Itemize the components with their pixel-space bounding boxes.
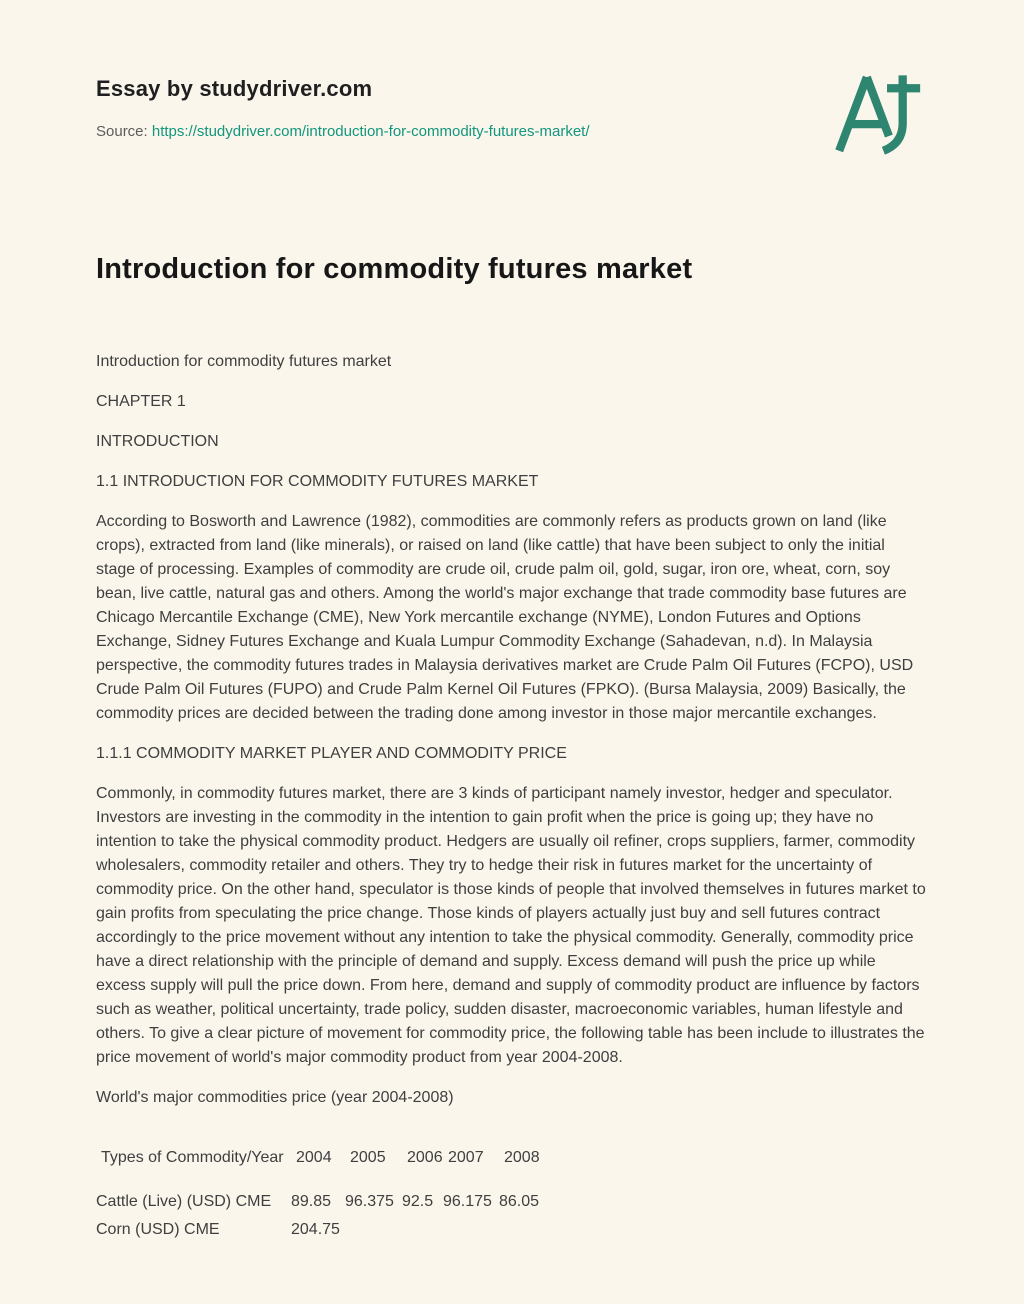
table-cell: 96.375 — [345, 1193, 394, 1210]
page-title: Introduction for commodity futures market — [96, 253, 693, 285]
table-row — [96, 1218, 928, 1242]
paragraph-body-2: Commonly, in commodity futures market, there are 3 kinds of participant namely investor, hedger and speculator. Investors are investing in the commodity in the intention to gain profit when the price is going up; they have no intention to take the physical commodity product. Hedgers are usually oil refiner, crops suppliers, farmer, commodity wholesalers, commodity retailer and others. They try to hedge their risk in futures market for the uncertainty of commodity price. On the other hand, speculator is those kinds of people that involved themselves in futures market to gain profits from speculating the price change. Those kinds of players actually just buy and sell futures contract accordingly to the price movement without any intention to take the physical commodity. Generally, commodity price have a direct relationship with the principle of demand and supply. Excess demand will push the price up while excess supply will pull the price down. From here, demand and supply of commodity product are influence by factors such as weather, political uncertainty, trade policy, sudden disaster, macroeconomic variables, human lifestyle and others. To give a clear picture of movement for commodity price, the following table has been include to illustrates the price movement of world's major commodity product from year 2004-2008. — [96, 785, 926, 1066]
table-header-cell: Types of Commodity/Year — [101, 1149, 284, 1166]
brand-title: Essay by studydriver.com — [96, 76, 373, 101]
article-body — [96, 350, 928, 1242]
table-cell: 96.175 — [443, 1193, 492, 1210]
table-row — [96, 1190, 928, 1214]
table-cell — [345, 1218, 402, 1242]
page-header — [96, 0, 928, 140]
table-caption: World's major commodities price (year 2004-2008) — [96, 1089, 454, 1106]
table-cell: 204.75 — [291, 1221, 340, 1238]
table-cell: 92.5 — [402, 1193, 434, 1210]
studydriver-logo-icon — [830, 66, 922, 162]
heading-section-1-1-1: 1.1.1 COMMODITY MARKET PLAYER AND COMMODITY PRICE — [96, 745, 567, 762]
paragraph-intro: Introduction for commodity futures market — [96, 353, 392, 370]
heading-introduction: INTRODUCTION — [96, 433, 219, 450]
table-cell: Corn (USD) CME — [96, 1221, 220, 1238]
table-cell: 86.05 — [499, 1193, 540, 1210]
table-header-cell: 2005 — [350, 1149, 386, 1166]
heading-chapter: CHAPTER 1 — [96, 393, 186, 410]
commodity-price-table — [96, 1146, 928, 1242]
table-header-cell: 2006 — [407, 1149, 443, 1166]
table-cell — [443, 1218, 499, 1242]
source-url-link[interactable]: https://studydriver.com/introduction-for-commodity-futures-market/ — [151, 123, 590, 140]
table-cell: 89.85 — [291, 1193, 332, 1210]
source-line — [96, 123, 928, 140]
table-header-row — [96, 1146, 928, 1170]
heading-section-1-1: 1.1 INTRODUCTION FOR COMMODITY FUTURES MARKET — [96, 473, 539, 490]
table-header-cell: 2008 — [504, 1149, 540, 1166]
table-cell: Cattle (Live) (USD) CME — [96, 1193, 272, 1210]
paragraph-body-1: According to Bosworth and Lawrence (1982), commodities are commonly refers as products grown on land (like crops), extracted from land (like minerals), or raised on land (like cattle) that have been subject to only the initial stage of processing. Examples of commodity are crude oil, crude palm oil, gold, sugar, iron ore, wheat, corn, soy bean, live cattle, natural gas and others. Among the world's major exchange that trade commodity base futures are Chicago Mercantile Exchange (CME), New York mercantile exchange (NYME), London Futures and Options Exchange, Sidney Futures Exchange and Kuala Lumpur Commodity Exchange (Sahadevan, n.d). In Malaysia perspective, the commodity futures trades in Malaysia derivatives market are Crude Palm Oil Futures (FCPO), USD Crude Palm Oil Futures (FUPO) and Crude Palm Kernel Oil Futures (FPKO). (Bursa Malaysia, 2009) Basically, the commodity prices are decided between the trading done among investor in those major mercantile exchanges. — [96, 513, 914, 722]
table-header-cell: 2007 — [448, 1149, 484, 1166]
source-label: Source: — [96, 123, 148, 140]
table-header-cell: 2004 — [296, 1149, 332, 1166]
table-cell — [402, 1218, 443, 1242]
